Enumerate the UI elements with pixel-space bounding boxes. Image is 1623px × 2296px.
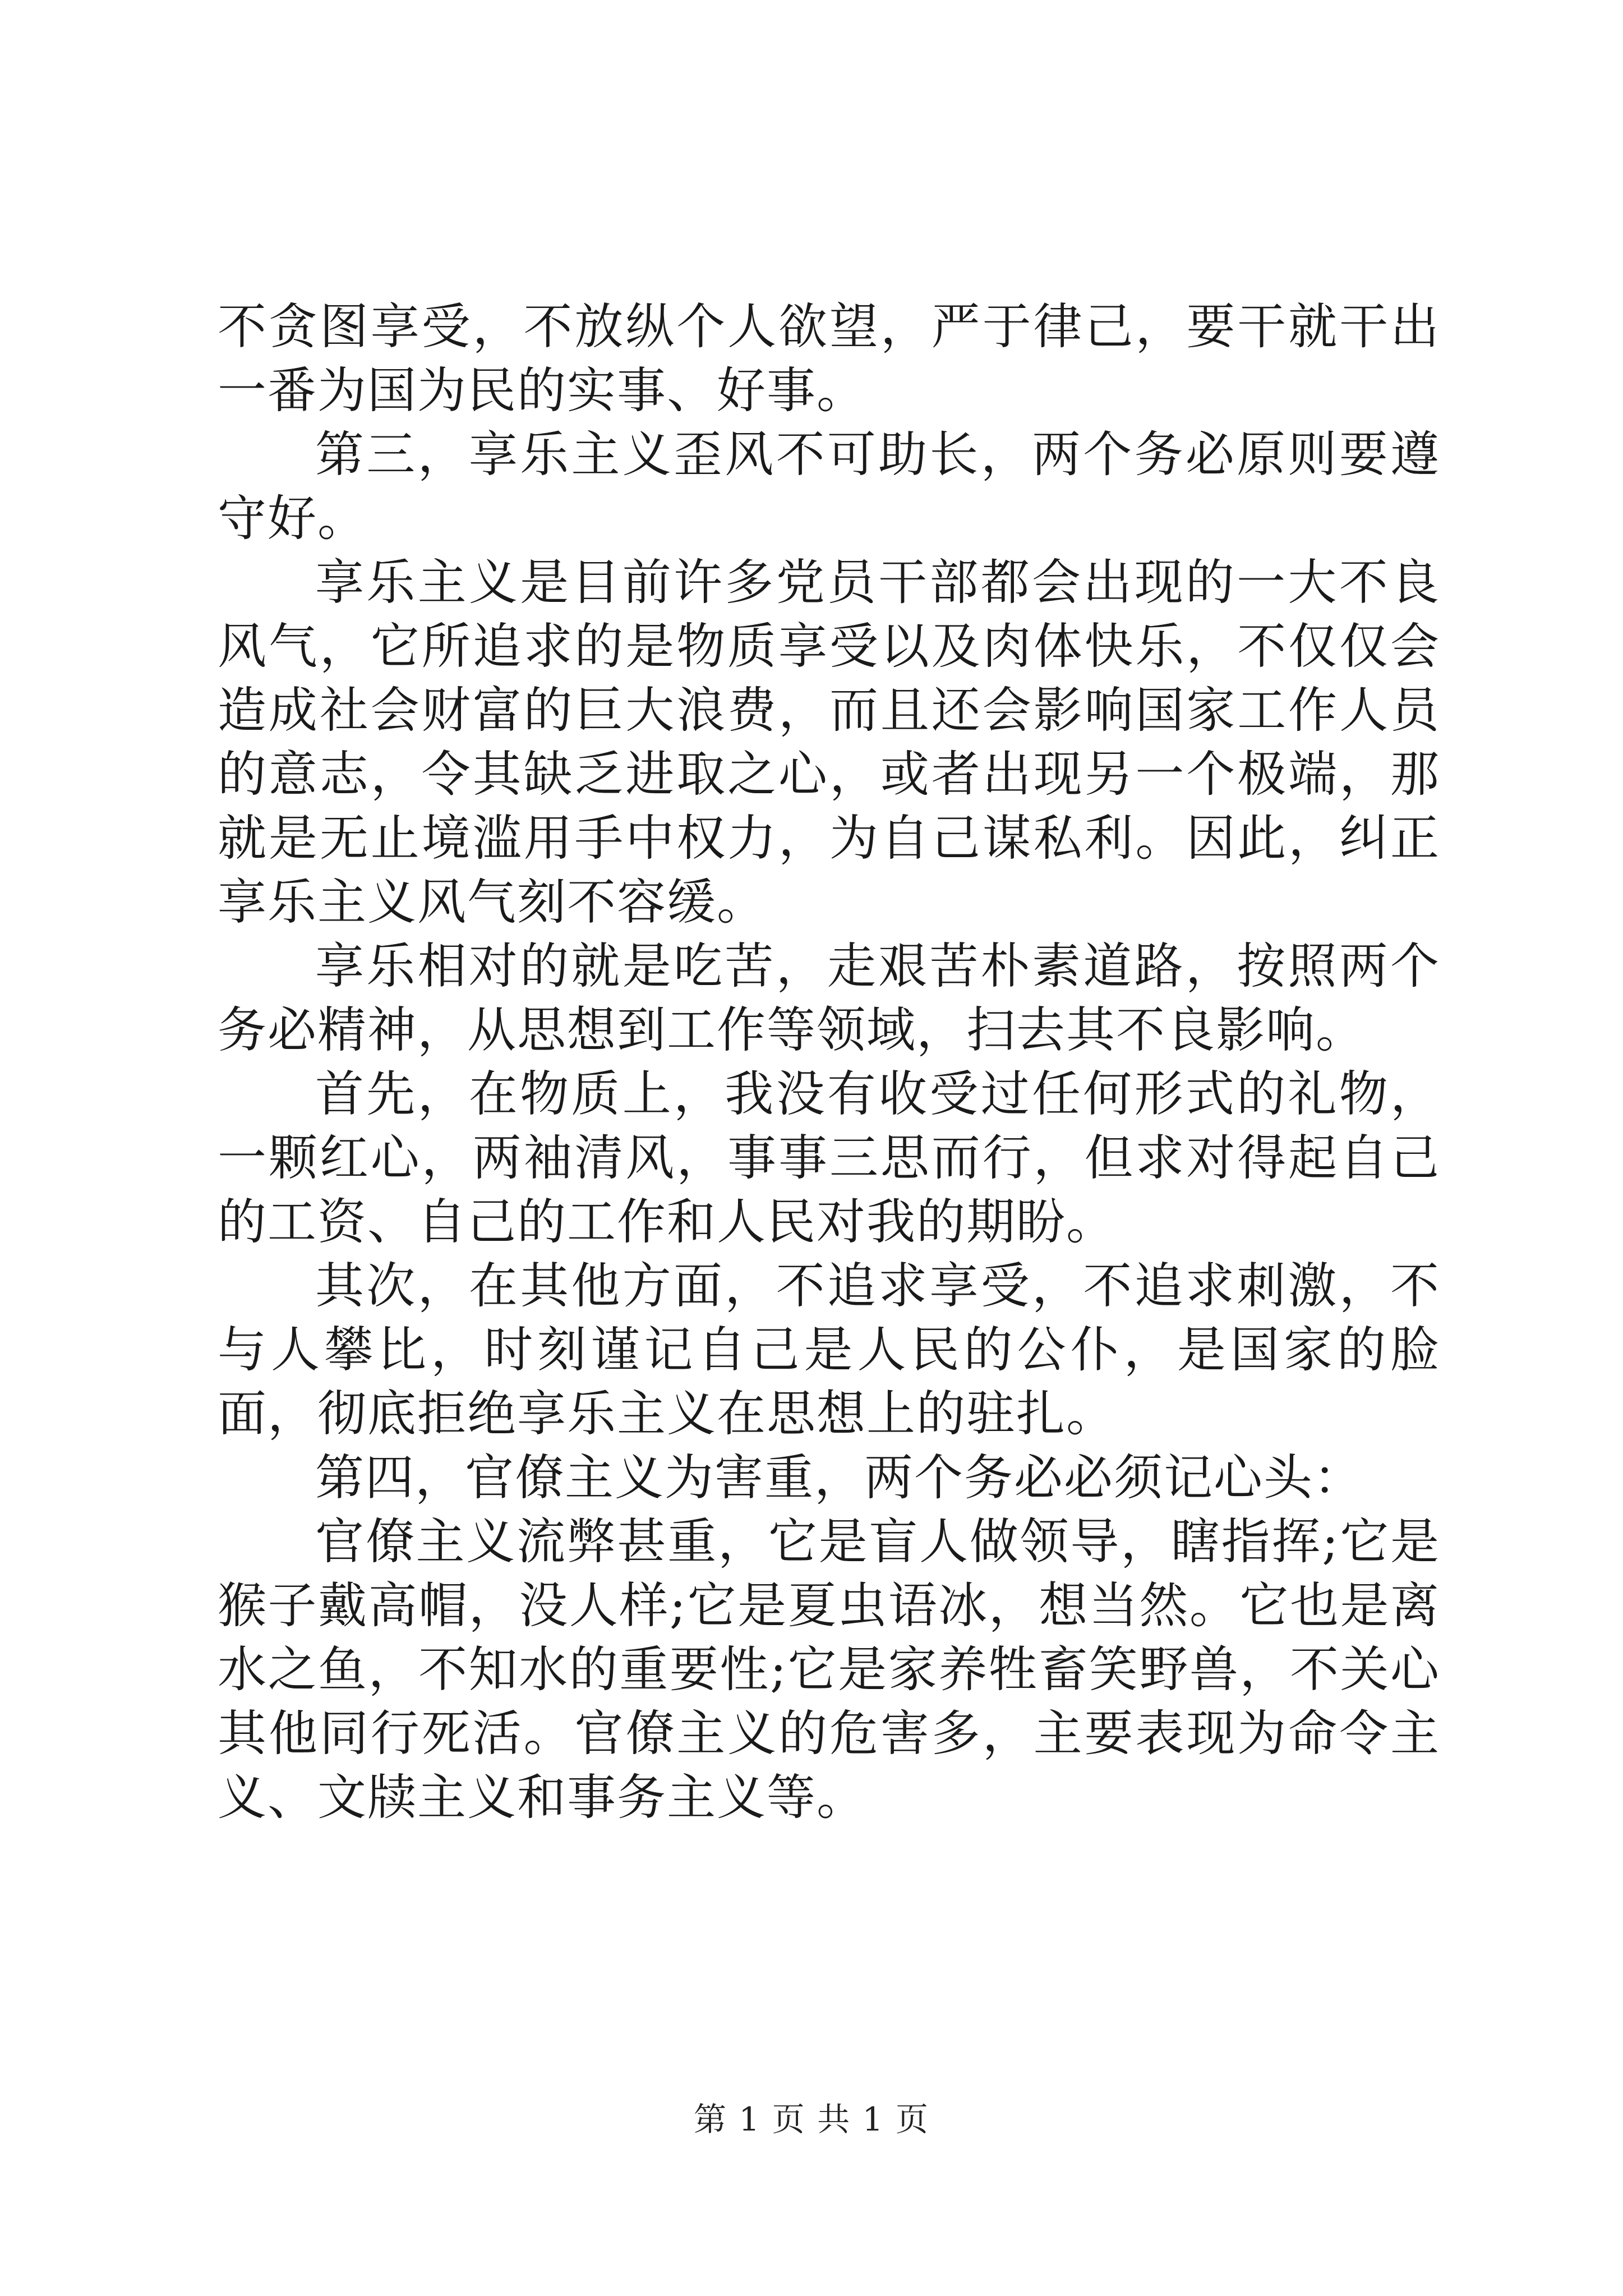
paragraph-3: 享乐主义是目前许多党员干部都会出现的一大不良风气，它所追求的是物质享受以及肉体快乐，不仅仅会造成社会财富的巨大浪费，而且还会影响国家工作人员的意志，令其缺乏进取之心，或者出现另一个极端，那就是无止境滥用手中权力，为自己谋私利。因此，纠正享乐主义风气刻不容缓。 bbox=[218, 554, 1440, 931]
document-body bbox=[218, 295, 1440, 1829]
paragraph-4: 享乐相对的就是吃苦，走艰苦朴素道路，按照两个务必精神，从思想到工作等领域，扫去其不良影响。 bbox=[218, 937, 1440, 1059]
paragraph-1: 不贪图享受，不放纵个人欲望，严于律己，要干就干出一番为国为民的实事、好事。 bbox=[218, 298, 1440, 419]
paragraph-2: 第三，享乐主义歪风不可助长，两个务必原则要遵守好。 bbox=[218, 426, 1440, 547]
paragraph-5: 首先，在物质上，我没有收受过任何形式的礼物，一颗红心，两袖清风，事事三思而行，但求对得起自己的工资、自己的工作和人民对我的期盼。 bbox=[218, 1065, 1440, 1250]
paragraph-6: 其次，在其他方面，不追求享受，不追求刺激，不与人攀比，时刻谨记自己是人民的公仆，是国家的脸面，彻底拒绝享乐主义在思想上的驻扎。 bbox=[218, 1257, 1440, 1442]
page-footer: 第 1 页 共 1 页 bbox=[694, 2100, 929, 2138]
paragraph-8: 官僚主义流弊甚重，它是盲人做领导，瞎指挥;它是猴子戴高帽，没人样;它是夏虫语冰，想当然。它也是离水之鱼，不知水的重要性;它是家养牲畜笑野兽，不关心其他同行死活。官僚主义的危害多，主要表现为命令主义、文牍主义和事务主义等。 bbox=[218, 1513, 1440, 1826]
paragraph-7: 第四，官僚主义为害重，两个务必必须记心头： bbox=[315, 1449, 1363, 1506]
